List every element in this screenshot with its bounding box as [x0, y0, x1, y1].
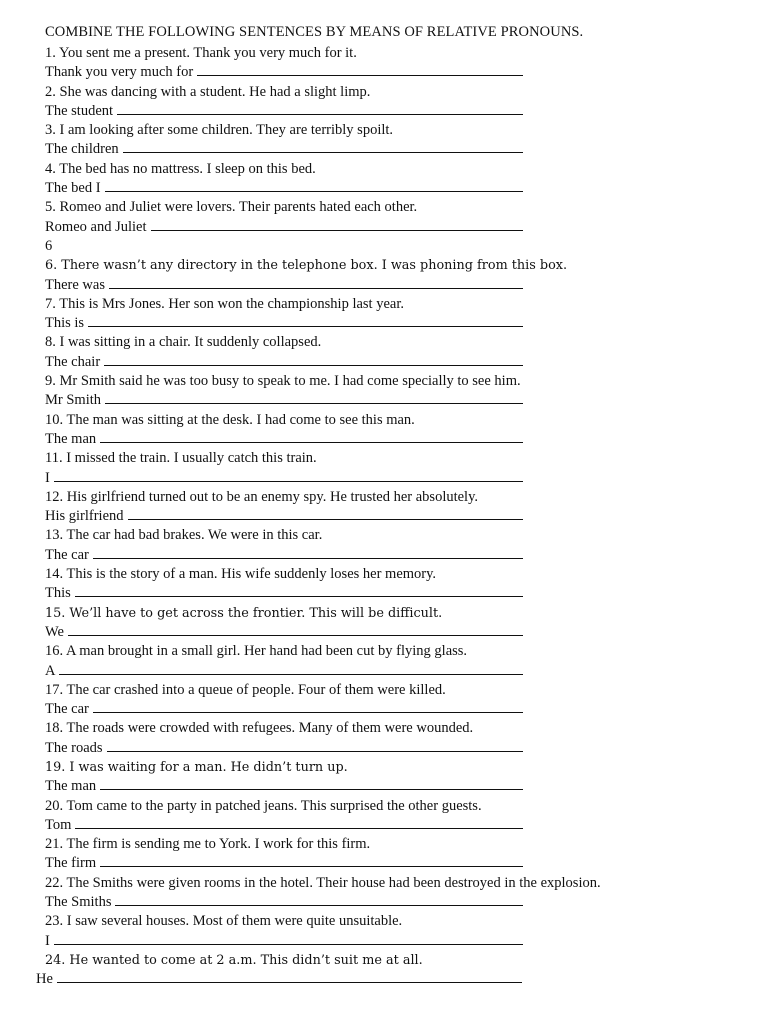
answer-prefix: He — [36, 971, 53, 988]
answer-blank[interactable] — [128, 507, 523, 520]
answer-blank[interactable] — [100, 430, 523, 443]
answer-prefix: I — [45, 932, 50, 949]
answer-line — [45, 430, 745, 449]
answer-blank[interactable] — [115, 893, 523, 906]
answer-blank[interactable] — [105, 179, 523, 192]
answer-prefix: We — [45, 623, 64, 640]
answer-blank[interactable] — [59, 662, 523, 675]
answer-line — [45, 218, 745, 237]
answer-blank[interactable] — [54, 932, 523, 945]
answer-blank[interactable] — [107, 739, 523, 752]
exercise-question: 14. This is the story of a man. His wife suddenly loses her memory. — [45, 566, 437, 583]
exercise-item — [45, 295, 745, 334]
answer-blank[interactable] — [88, 314, 523, 327]
answer-prefix: There was — [45, 276, 105, 293]
exercise-question: 7. This is Mrs Jones. Her son won the championship last year. — [45, 295, 404, 312]
answer-prefix: The car — [45, 701, 89, 718]
answer-line — [45, 314, 745, 333]
exercise-question: 17. The car crashed into a queue of people. Four of them were killed. — [45, 681, 446, 698]
exercise-question: 22. The Smiths were given rooms in the hotel. Their house had been destroyed in the explosion. — [45, 874, 601, 891]
exercise-question: 21. The firm is sending me to York. I work for this firm. — [45, 836, 371, 853]
answer-prefix: The man — [45, 430, 97, 447]
exercise-question: 8. I was sitting in a chair. It suddenly collapsed. — [45, 334, 322, 351]
answer-prefix: The bed I — [45, 180, 101, 197]
exercise-item — [45, 449, 745, 488]
stray-number: 6 — [45, 237, 53, 254]
answer-line — [45, 932, 745, 951]
answer-prefix: The car — [45, 546, 89, 563]
answer-prefix: The chair — [45, 353, 101, 370]
answer-line — [45, 854, 745, 873]
answer-blank[interactable] — [68, 623, 523, 636]
exercise-item — [45, 835, 745, 874]
exercise-question: 20. Tom came to the party in patched jeans. This surprised the other guests. — [45, 797, 482, 814]
answer-blank[interactable] — [117, 102, 523, 115]
answer-prefix: A — [45, 662, 56, 679]
answer-blank[interactable] — [197, 63, 523, 76]
answer-line — [45, 353, 745, 372]
exercise-item — [45, 604, 745, 643]
exercise-item — [45, 372, 745, 411]
answer-line — [45, 777, 745, 796]
answer-line — [45, 700, 745, 719]
exercise-item — [45, 912, 745, 951]
exercise-question: 3. I am looking after some children. They are terribly spoilt. — [45, 122, 394, 139]
exercise-item — [45, 642, 745, 681]
exercise-question: 6. There wasn’t any directory in the telephone box. I was phoning from this box. — [45, 258, 568, 274]
exercise-question: 12. His girlfriend turned out to be an enemy spy. He trusted her absolutely. — [45, 488, 479, 505]
answer-line — [45, 140, 745, 159]
exercise-item — [45, 526, 745, 565]
exercise-item — [45, 121, 745, 160]
exercise-question: 2. She was dancing with a student. He had a slight limp. — [45, 83, 371, 100]
answer-prefix: This — [45, 585, 71, 602]
answer-line — [45, 276, 745, 295]
answer-blank[interactable] — [75, 816, 523, 829]
exercise-item — [45, 198, 745, 237]
exercise-question: 18. The roads were crowded with refugees. Many of them were wounded. — [45, 720, 474, 737]
answer-line — [45, 816, 745, 835]
exercise-question: 1. You sent me a present. Thank you very much for it. — [45, 45, 357, 61]
exercise-question: 9. Mr Smith said he was too busy to speak to me. I had come specially to see him. — [45, 373, 521, 390]
answer-blank[interactable] — [93, 546, 523, 559]
exercise-question: 23. I saw several houses. Most of them were quite unsuitable. — [45, 913, 403, 930]
answer-prefix: Mr Smith — [45, 392, 101, 409]
answer-blank[interactable] — [109, 276, 523, 289]
answer-prefix: This is — [45, 315, 85, 332]
exercise-question: 13. The car had bad brakes. We were in this car. — [45, 527, 323, 544]
exercise-item — [36, 951, 745, 990]
answer-blank[interactable] — [75, 584, 523, 597]
answer-blank[interactable] — [100, 854, 523, 867]
answer-line — [45, 739, 745, 758]
answer-prefix: The Smiths — [45, 894, 112, 911]
answer-prefix: Tom — [45, 816, 72, 833]
answer-prefix: Romeo and Juliet — [45, 218, 147, 235]
exercise-question: 10. The man was sitting at the desk. I had come to see this man. — [45, 411, 415, 428]
answer-blank[interactable] — [105, 391, 523, 404]
answer-prefix: The man — [45, 778, 97, 795]
answer-prefix: The roads — [45, 739, 103, 756]
answer-line — [36, 970, 745, 989]
answer-line — [45, 662, 745, 681]
exercise-item — [45, 44, 745, 83]
answer-prefix: Thank you very much for — [45, 64, 194, 81]
answer-line — [45, 623, 745, 642]
exercise-item — [45, 83, 745, 122]
exercise-item — [45, 411, 745, 450]
answer-blank[interactable] — [100, 777, 523, 790]
exercise-question: 24. He wanted to come at 2 a.m. This didn’t suit me at all. — [45, 952, 423, 968]
answer-prefix: I — [45, 469, 50, 486]
exercise-item — [45, 874, 745, 913]
answer-line — [45, 546, 745, 565]
exercise-question: 5. Romeo and Juliet were lovers. Their parents hated each other. — [45, 199, 418, 216]
exercise-item — [45, 256, 745, 295]
worksheet-title: COMBINE THE FOLLOWING SENTENCES BY MEANS OF RELATIVE PRONOUNS. — [45, 24, 584, 40]
answer-prefix: The firm — [45, 855, 97, 872]
exercise-item — [45, 758, 745, 797]
answer-line — [45, 893, 745, 912]
answer-line — [45, 102, 745, 121]
answer-line — [45, 179, 745, 198]
exercise-question: 19. I was waiting for a man. He didn’t turn up. — [45, 759, 348, 775]
answer-blank[interactable] — [151, 218, 524, 231]
exercise-question: 15. We’ll have to get across the frontier. This will be difficult. — [45, 605, 443, 621]
answer-blank[interactable] — [93, 700, 523, 713]
answer-line — [45, 584, 745, 603]
exercise-item — [45, 681, 745, 720]
exercise-item — [45, 333, 745, 372]
exercise-list — [36, 44, 745, 990]
exercise-item — [45, 565, 745, 604]
exercise-question: 16. A man brought in a small girl. Her hand had been cut by flying glass. — [45, 643, 468, 660]
answer-line — [45, 391, 745, 410]
exercise-question: 4. The bed has no mattress. I sleep on this bed. — [45, 160, 316, 177]
answer-line — [45, 507, 745, 526]
exercise-question: 11. I missed the train. I usually catch this train. — [45, 450, 317, 467]
answer-line — [45, 469, 745, 488]
answer-blank[interactable] — [57, 970, 522, 983]
exercise-item — [45, 160, 745, 199]
answer-blank[interactable] — [123, 140, 523, 153]
answer-line — [45, 63, 745, 82]
answer-prefix: The children — [45, 141, 119, 158]
answer-prefix: The student — [45, 102, 114, 119]
answer-blank[interactable] — [54, 469, 523, 482]
exercise-item — [45, 719, 745, 758]
exercise-item — [45, 797, 745, 836]
answer-prefix: His girlfriend — [45, 508, 124, 525]
answer-blank[interactable] — [104, 353, 523, 366]
exercise-item — [45, 488, 745, 527]
